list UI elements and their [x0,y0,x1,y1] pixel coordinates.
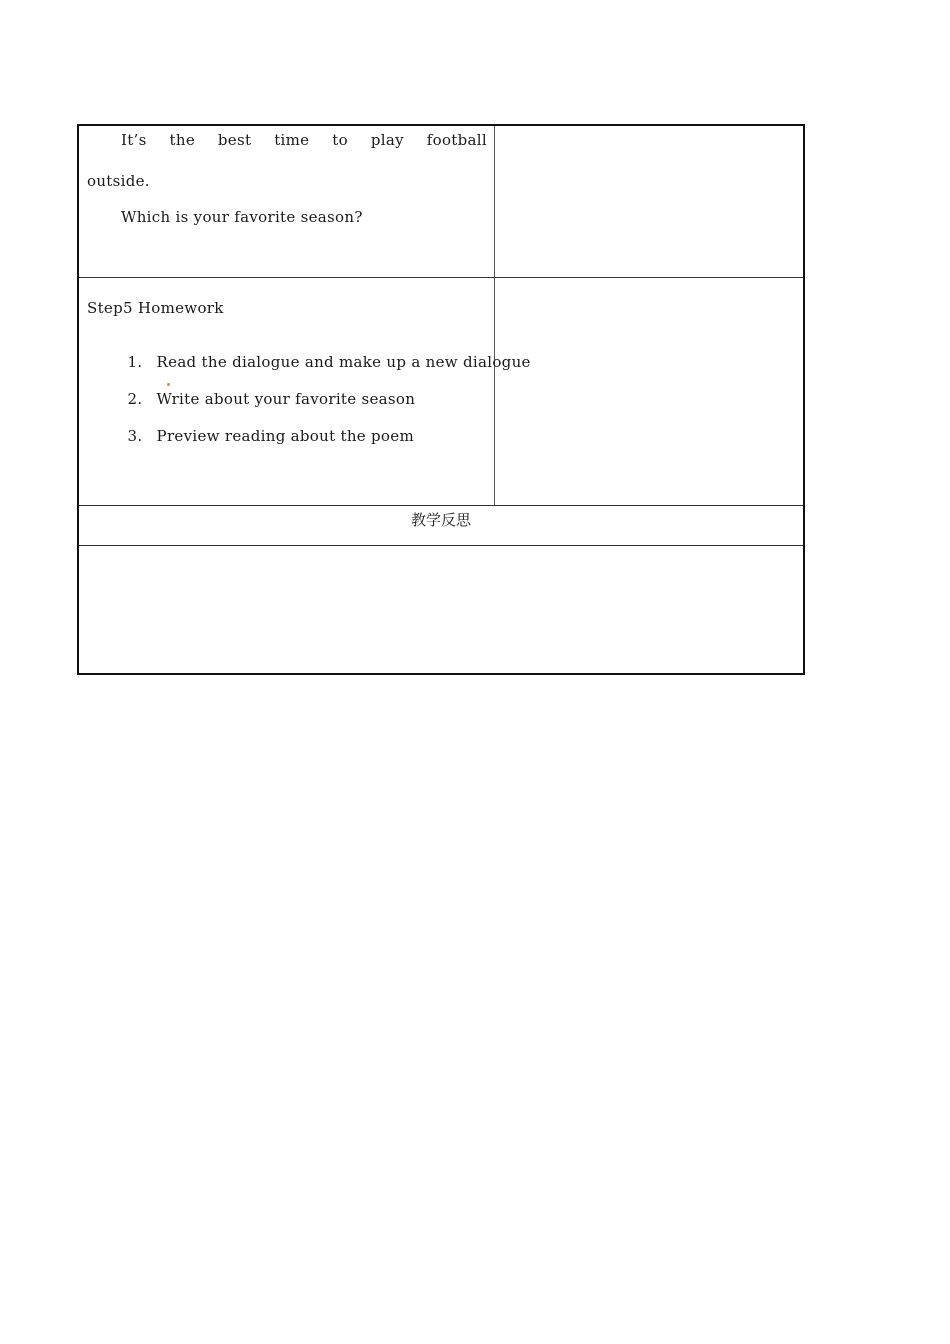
homework-cell [79,278,531,505]
word: the [169,131,195,149]
lesson-plan-table [77,124,805,675]
paragraph-line [121,131,487,149]
list-number: 1. [127,353,143,371]
list-text: Preview reading about the poem [156,427,414,445]
list-text: Write about your favorite season [156,390,416,408]
notes-cell [495,126,803,277]
list-number: 2. [127,390,143,408]
ink-mark [167,383,170,386]
content-cell [79,126,495,277]
question-line: Which is your favorite season? [121,208,363,226]
word: It’s [121,131,147,149]
reflection-title: 教学反思 [410,511,471,529]
list-item [87,409,414,463]
word: time [274,131,310,149]
step-heading: Step5 Homework [87,299,224,317]
list-text: Read the dialogue and make up a new dialogue [156,353,531,371]
notes-cell [495,278,803,505]
list-number: 3. [127,427,143,445]
table-row [79,506,803,546]
table-row [79,126,803,278]
word: football [426,131,487,149]
word: play [370,131,404,149]
word: to [332,131,348,149]
paragraph-line: outside. [87,172,150,190]
reflection-cell [79,546,803,675]
word: best [217,131,252,149]
table-row [79,278,803,506]
